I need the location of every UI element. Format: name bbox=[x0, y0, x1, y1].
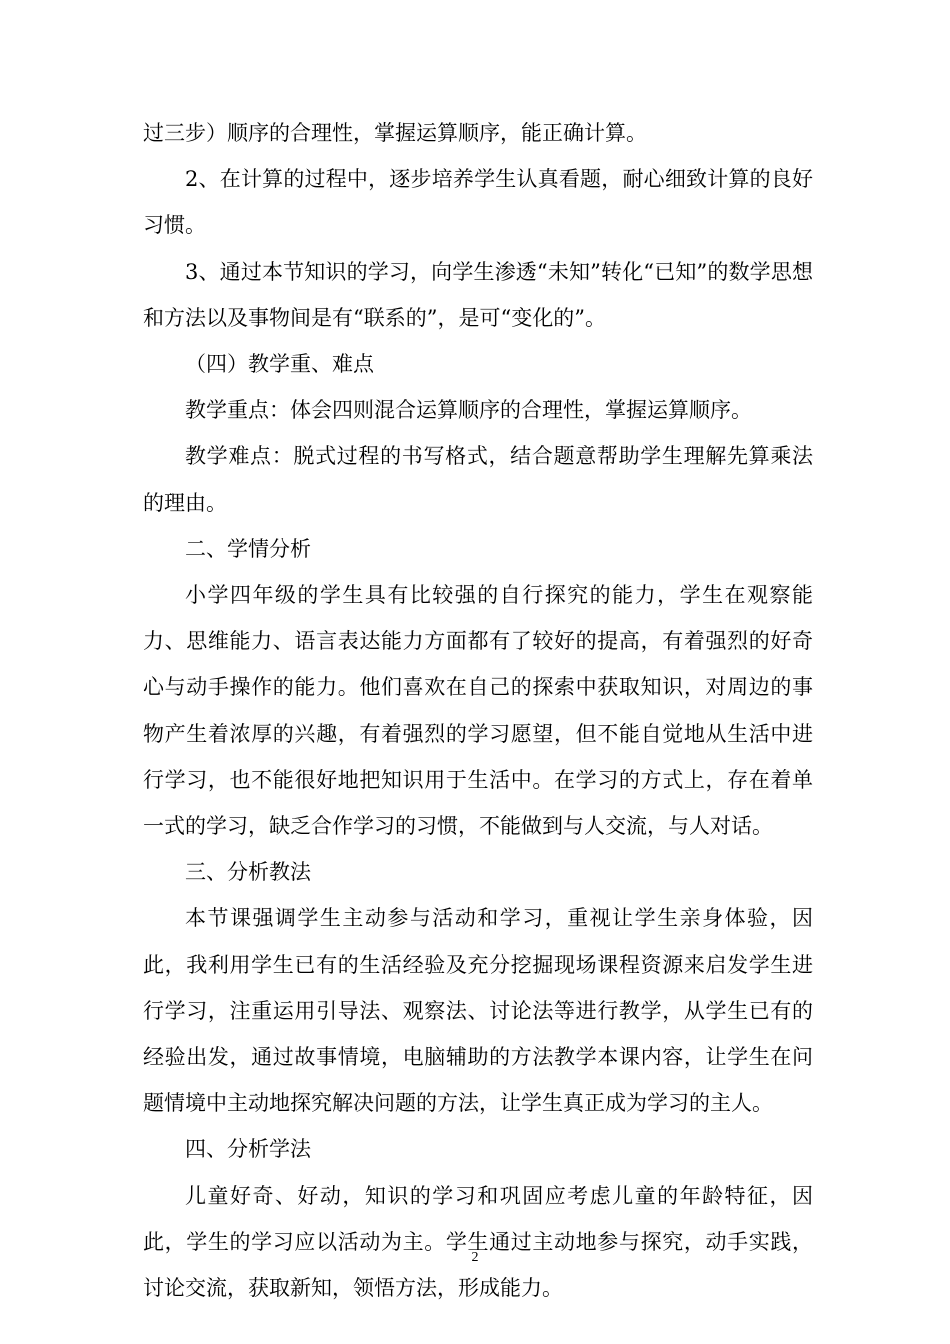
paragraph: 儿童好奇、好动，知识的学习和巩固应考虑儿童的年龄特征，因此，学生的学习应以活动为主。学生通过主动地参与探究，动手实践，讨论交流，获取新知，领悟方法，形成能力。 bbox=[143, 1183, 813, 1301]
paragraph: 小学四年级的学生具有比较强的自行探究的能力，学生在观察能力、思维能力、语言表达能力方面都有了较好的提高，有着强烈的好奇心与动手操作的能力。他们喜欢在自己的探索中获取知识，对周边的事物产生着浓厚的兴趣，有着强烈的学习愿望，但不能自觉地从生活中进行学习，也不能很好地把知识用于生活中。在学习的方式上，存在着单一式的学习，缺乏合作学习的习惯，不能做到与人交流，与人对话。 bbox=[143, 583, 813, 839]
page-number: 2 bbox=[471, 1250, 479, 1265]
paragraph: 3、通过本节知识的学习，向学生渗透“未知”转化“已知”的数学思想和方法以及事物间是有“联系的”，是可“变化的”。 bbox=[143, 259, 813, 330]
paragraph: 教学难点：脱式过程的书写格式，结合题意帮助学生理解先算乘法的理由。 bbox=[143, 444, 813, 515]
paragraph: 本节课强调学生主动参与活动和学习，重视让学生亲身体验，因此，我利用学生已有的生活经验及充分挖掘现场课程资源来启发学生进行学习，注重运用引导法、观察法、讨论法等进行教学，从学生已有的经验出发，通过故事情境，电脑辅助的方法教学本课内容，让学生在问题情境中主动地探究解决问题的方法，让学生真正成为学习的主人。 bbox=[143, 906, 813, 1116]
section-heading: 三、分析教法 bbox=[185, 860, 311, 885]
section-heading: 四、分析学法 bbox=[185, 1137, 311, 1162]
paragraph: 教学重点：体会四则混合运算顺序的合理性，掌握运算顺序。 bbox=[185, 398, 752, 423]
section-heading: （四）教学重、难点 bbox=[185, 352, 374, 377]
document-body bbox=[143, 110, 813, 1311]
paragraph: 过三步）顺序的合理性，掌握运算顺序，能正确计算。 bbox=[143, 121, 647, 145]
paragraph: 2、在计算的过程中，逐步培养学生认真看题，耐心细致计算的良好习惯。 bbox=[143, 167, 813, 238]
section-heading: 二、学情分析 bbox=[185, 536, 311, 561]
